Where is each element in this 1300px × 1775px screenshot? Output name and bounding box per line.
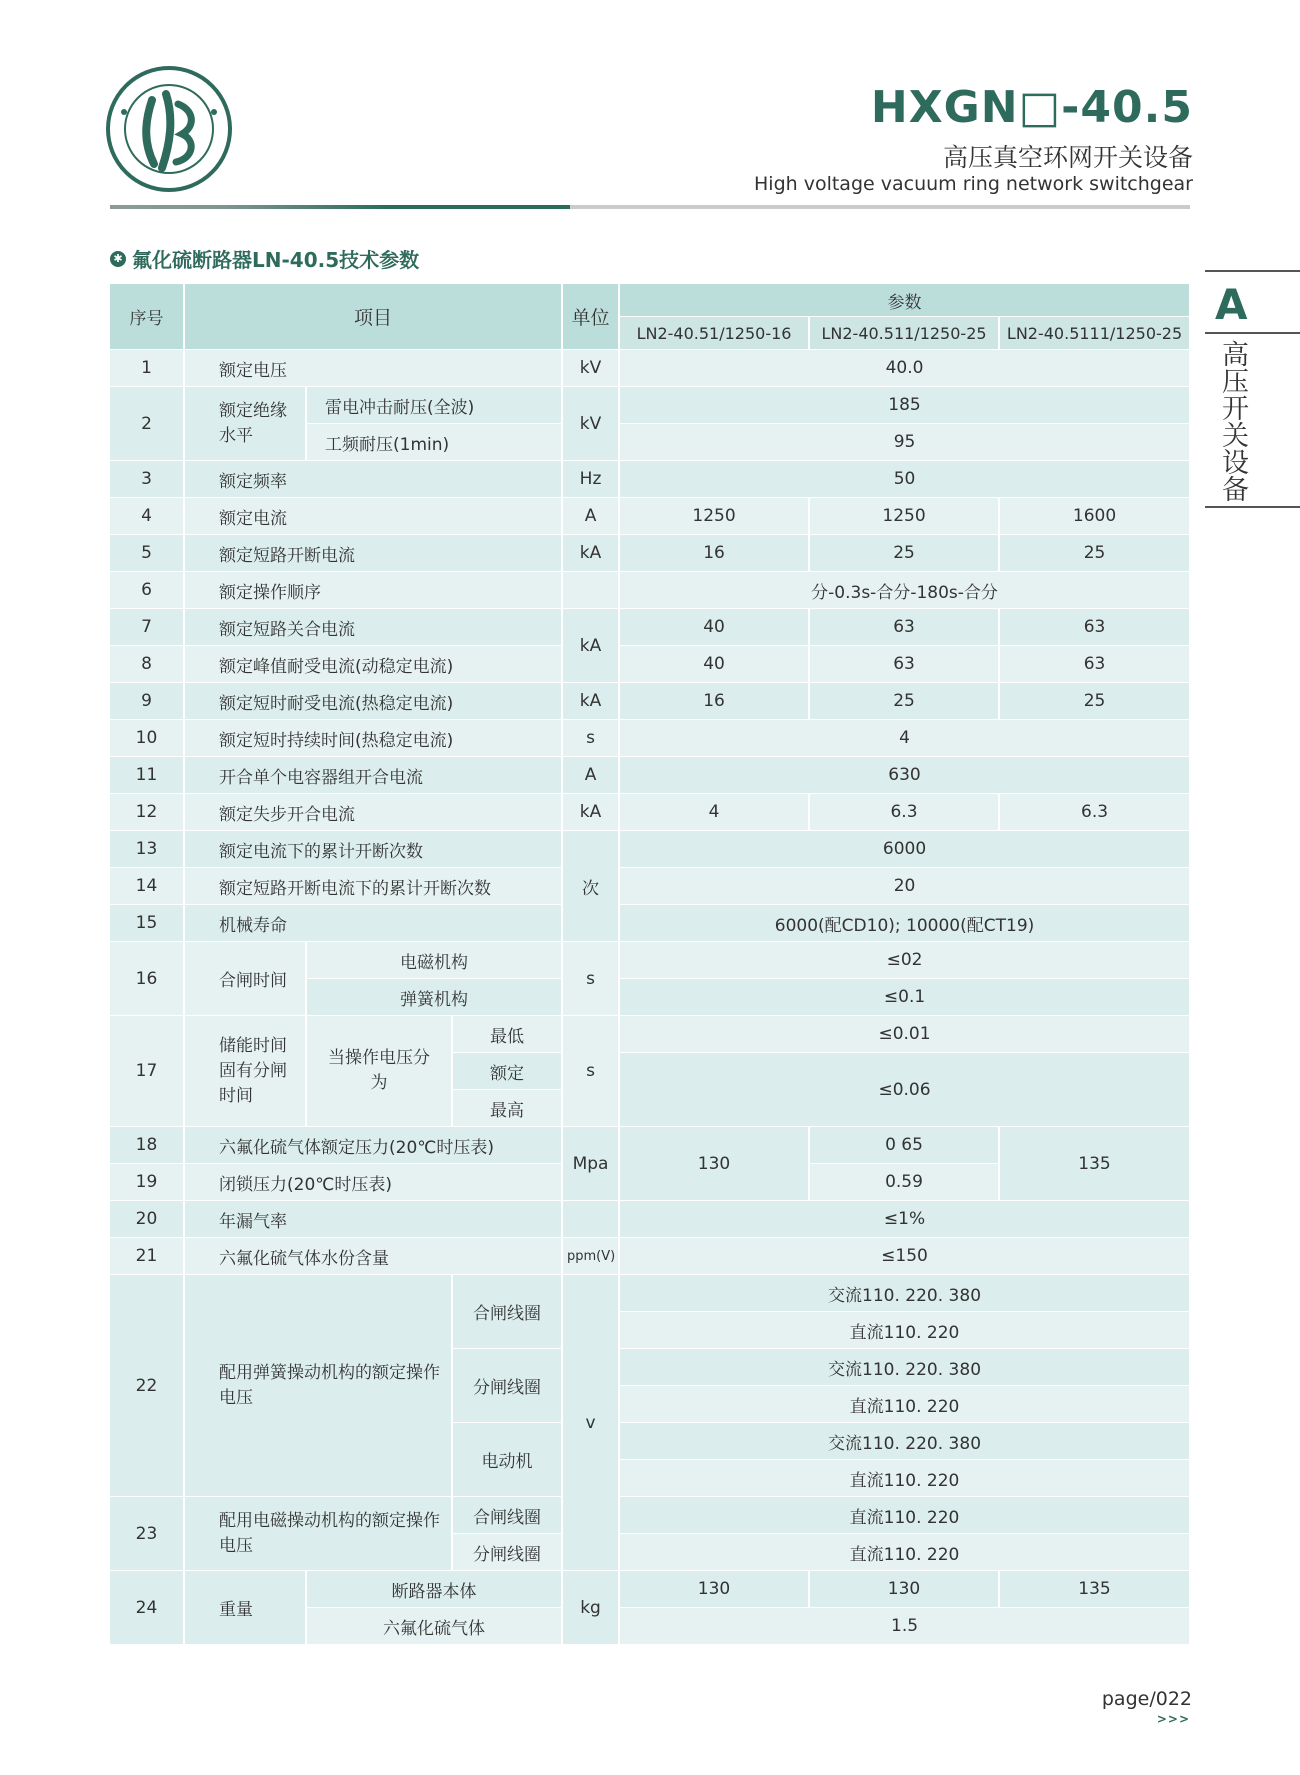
row-value: 6.3	[999, 794, 1190, 831]
side-tab-top-rule	[1205, 270, 1300, 272]
row-no: 20	[110, 1201, 184, 1238]
header-model-3: LN2-40.5111/1250-25	[999, 317, 1190, 350]
row-subitem: 合闸线圈	[452, 1497, 562, 1534]
row-unit: s	[562, 942, 619, 1016]
row-item: 重量	[184, 1571, 306, 1645]
table-row	[110, 1238, 1190, 1275]
row-value: ≤1%	[619, 1201, 1190, 1238]
row-subitem: 工频耐压(1min)	[306, 424, 562, 461]
header-no: 序号	[110, 284, 184, 350]
row-no: 4	[110, 498, 184, 535]
table-row	[110, 868, 1190, 905]
row-subitem: 额定	[452, 1053, 562, 1090]
product-title-en: High voltage vacuum ring network switchgear	[754, 173, 1193, 195]
row-value: 95	[619, 424, 1190, 461]
row-value: 6000(配CD10); 10000(配CT19)	[619, 905, 1190, 942]
row-no: 16	[110, 942, 184, 1016]
row-item: 闭锁压力(20℃时压表)	[184, 1164, 562, 1201]
row-value: 1600	[999, 498, 1190, 535]
row-item: 额定频率	[184, 461, 562, 498]
row-subitem: 弹簧机构	[306, 979, 562, 1016]
row-item: 机械寿命	[184, 905, 562, 942]
table-row	[110, 1127, 1190, 1164]
row-value: 1250	[809, 498, 999, 535]
row-value: 63	[999, 609, 1190, 646]
row-unit: s	[562, 1016, 619, 1127]
row-value: 1250	[619, 498, 809, 535]
row-unit: kV	[562, 387, 619, 461]
row-value: 50	[619, 461, 1190, 498]
product-model: HXGN□-40.5	[870, 82, 1193, 133]
row-no: 19	[110, 1164, 184, 1201]
spec-table	[110, 284, 1191, 1645]
table-row	[110, 350, 1190, 387]
row-unit: A	[562, 757, 619, 794]
header-item: 项目	[184, 284, 562, 350]
row-value: ≤150	[619, 1238, 1190, 1275]
table-row	[110, 1201, 1190, 1238]
row-value: ≤0.06	[619, 1053, 1190, 1127]
row-no: 15	[110, 905, 184, 942]
header-divider-accent	[110, 205, 570, 209]
row-value: 直流110. 220	[619, 1312, 1190, 1349]
row-value: 直流110. 220	[619, 1534, 1190, 1571]
table-row	[110, 794, 1190, 831]
row-unit: kA	[562, 794, 619, 831]
row-value: 130	[619, 1127, 809, 1201]
row-no: 1	[110, 350, 184, 387]
side-tab-letter: A	[1215, 280, 1248, 329]
row-item: 开合单个电容器组开合电流	[184, 757, 562, 794]
table-row	[110, 757, 1190, 794]
row-no: 11	[110, 757, 184, 794]
row-value: 直流110. 220	[619, 1386, 1190, 1423]
row-no: 9	[110, 683, 184, 720]
row-value: 交流110. 220. 380	[619, 1275, 1190, 1312]
row-value: 63	[999, 646, 1190, 683]
row-item: 额定绝缘水平	[184, 387, 306, 461]
row-unit: 次	[562, 831, 619, 942]
row-unit	[562, 572, 619, 609]
row-no: 18	[110, 1127, 184, 1164]
row-item: 合闸时间	[184, 942, 306, 1016]
table-header-row	[110, 284, 1190, 317]
row-unit: Mpa	[562, 1127, 619, 1201]
row-unit: kg	[562, 1571, 619, 1645]
row-value: 40.0	[619, 350, 1190, 387]
row-unit: kV	[562, 350, 619, 387]
row-subitem: 电动机	[452, 1423, 562, 1497]
row-item: 额定短路开断电流	[184, 535, 562, 572]
row-no: 12	[110, 794, 184, 831]
row-value: ≤0.01	[619, 1016, 1190, 1053]
table-row	[110, 387, 1190, 424]
row-item: 配用弹簧操动机构的额定操作电压	[184, 1275, 452, 1497]
row-no: 6	[110, 572, 184, 609]
logo-emblem-icon	[104, 64, 234, 194]
row-subitem: 最高	[452, 1090, 562, 1127]
table-row	[110, 609, 1190, 646]
row-value: 分-0.3s-合分-180s-合分	[619, 572, 1190, 609]
row-value: 40	[619, 646, 809, 683]
row-value: ≤02	[619, 942, 1190, 979]
row-value: 16	[619, 683, 809, 720]
row-subitem: 分闸线圈	[452, 1534, 562, 1571]
row-unit: kA	[562, 535, 619, 572]
row-item: 额定短路开断电流下的累计开断次数	[184, 868, 562, 905]
row-subitem: 合闸线圈	[452, 1275, 562, 1349]
row-item: 年漏气率	[184, 1201, 562, 1238]
row-no: 2	[110, 387, 184, 461]
row-subitem: 当操作电压分为	[306, 1016, 452, 1127]
row-unit: v	[562, 1275, 619, 1571]
row-value: 交流110. 220. 380	[619, 1423, 1190, 1460]
row-value: 20	[619, 868, 1190, 905]
row-no: 23	[110, 1497, 184, 1571]
row-value: 交流110. 220. 380	[619, 1349, 1190, 1386]
next-arrows-icon: >>>	[1156, 1712, 1190, 1726]
row-value: 630	[619, 757, 1190, 794]
row-no: 3	[110, 461, 184, 498]
section-title	[110, 244, 419, 273]
row-value: ≤0.1	[619, 979, 1190, 1016]
table-row	[110, 831, 1190, 868]
header-param: 参数	[619, 284, 1190, 317]
row-value: 16	[619, 535, 809, 572]
row-value: 1.5	[619, 1608, 1190, 1645]
row-no: 7	[110, 609, 184, 646]
side-tab-text: 高压开关设备	[1217, 340, 1248, 502]
row-value: 25	[809, 683, 999, 720]
row-subitem: 电磁机构	[306, 942, 562, 979]
row-value: 直流110. 220	[619, 1460, 1190, 1497]
row-no: 5	[110, 535, 184, 572]
row-unit: s	[562, 720, 619, 757]
row-item: 六氟化硫气体额定压力(20℃时压表)	[184, 1127, 562, 1164]
row-no: 24	[110, 1571, 184, 1645]
section-title-text: 氟化硫断路器LN-40.5技术参数	[132, 248, 420, 272]
row-item: 额定电压	[184, 350, 562, 387]
row-item: 额定电流	[184, 498, 562, 535]
row-value: 25	[999, 683, 1190, 720]
table-row	[110, 498, 1190, 535]
page-number: page/022	[1101, 1688, 1192, 1710]
row-item: 额定失步开合电流	[184, 794, 562, 831]
company-logo	[104, 64, 234, 194]
header-model-2: LN2-40.511/1250-25	[809, 317, 999, 350]
table-row	[110, 905, 1190, 942]
header-model-1: LN2-40.51/1250-16	[619, 317, 809, 350]
row-value: 40	[619, 609, 809, 646]
row-item: 额定短路关合电流	[184, 609, 562, 646]
row-value: 185	[619, 387, 1190, 424]
row-value: 0.59	[809, 1164, 999, 1201]
row-item: 额定短时耐受电流(热稳定电流)	[184, 683, 562, 720]
row-value: 130	[809, 1571, 999, 1608]
row-value: 6000	[619, 831, 1190, 868]
row-value: 135	[999, 1571, 1190, 1608]
table-row	[110, 535, 1190, 572]
row-item: 六氟化硫气体水份含量	[184, 1238, 562, 1275]
row-item: 额定电流下的累计开断次数	[184, 831, 562, 868]
row-item: 额定操作顺序	[184, 572, 562, 609]
row-no: 21	[110, 1238, 184, 1275]
table-row	[110, 461, 1190, 498]
star-icon: ✱	[110, 251, 126, 267]
row-item: 额定短时持续时间(热稳定电流)	[184, 720, 562, 757]
row-no: 10	[110, 720, 184, 757]
row-subitem: 最低	[452, 1016, 562, 1053]
row-value: 6.3	[809, 794, 999, 831]
row-value: 63	[809, 609, 999, 646]
row-value: 135	[999, 1127, 1190, 1201]
row-no: 17	[110, 1016, 184, 1127]
row-item: 储能时间固有分闸时间	[184, 1016, 306, 1127]
row-subitem: 断路器本体	[306, 1571, 562, 1608]
row-value: 0 65	[809, 1127, 999, 1164]
row-subitem: 雷电冲击耐压(全波)	[306, 387, 562, 424]
row-no: 13	[110, 831, 184, 868]
row-no: 22	[110, 1275, 184, 1497]
product-title-cn: 高压真空环网开关设备	[942, 143, 1193, 172]
table-row	[110, 1497, 1190, 1534]
row-value: 4	[619, 794, 809, 831]
row-value: 63	[809, 646, 999, 683]
table-row	[110, 683, 1190, 720]
table-row	[110, 572, 1190, 609]
row-value: 25	[999, 535, 1190, 572]
row-unit: A	[562, 498, 619, 535]
table-row	[110, 942, 1190, 979]
row-value: 130	[619, 1571, 809, 1608]
row-value: 4	[619, 720, 1190, 757]
row-subitem: 分闸线圈	[452, 1349, 562, 1423]
table-row	[110, 646, 1190, 683]
row-unit: Hz	[562, 461, 619, 498]
side-tab-bottom-rule	[1205, 506, 1300, 508]
table-row	[110, 1275, 1190, 1312]
row-item: 配用电磁操动机构的额定操作电压	[184, 1497, 452, 1571]
row-value: 25	[809, 535, 999, 572]
row-unit: ppm(V)	[562, 1238, 619, 1275]
row-no: 14	[110, 868, 184, 905]
side-tab-mid-rule	[1205, 332, 1300, 334]
row-unit	[562, 1201, 619, 1238]
row-subitem: 六氟化硫气体	[306, 1608, 562, 1645]
row-no: 8	[110, 646, 184, 683]
row-value: 直流110. 220	[619, 1497, 1190, 1534]
row-unit: kA	[562, 683, 619, 720]
row-item: 额定峰值耐受电流(动稳定电流)	[184, 646, 562, 683]
table-row	[110, 1016, 1190, 1053]
table-row	[110, 1571, 1190, 1608]
table-row	[110, 720, 1190, 757]
row-unit: kA	[562, 609, 619, 683]
header-unit: 单位	[562, 284, 619, 350]
